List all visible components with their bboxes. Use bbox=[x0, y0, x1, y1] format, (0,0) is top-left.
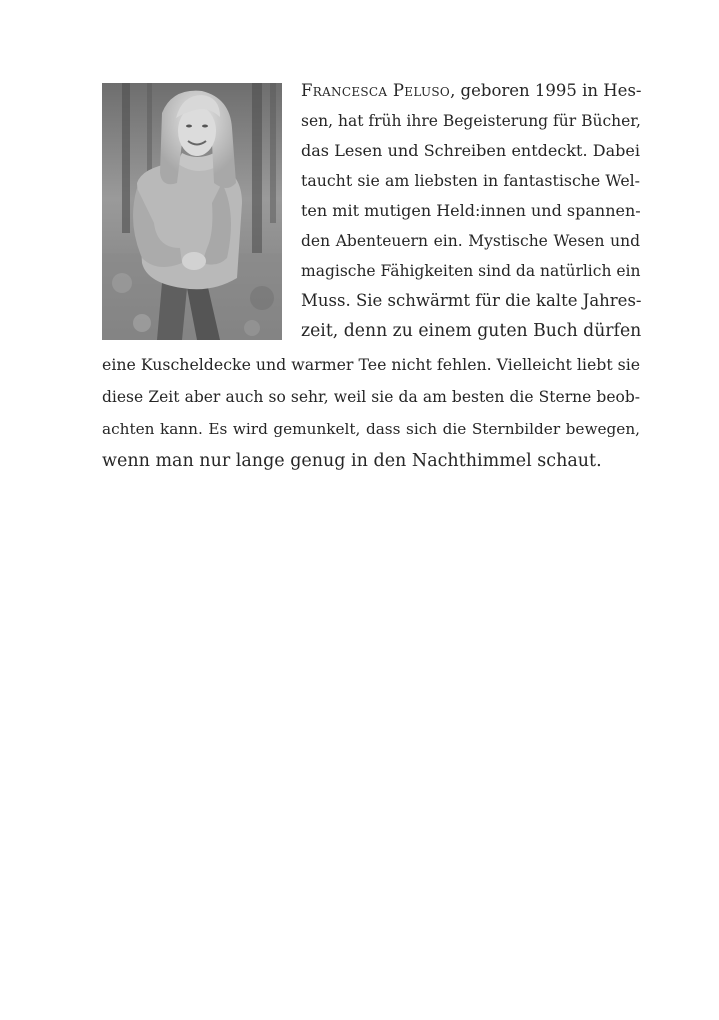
bio-line-10: eine Kuscheldecke und warmer Tee nicht fehlen. Vielleicht liebt sie bbox=[102, 355, 641, 374]
author-photo-image bbox=[102, 83, 282, 340]
author-photo bbox=[102, 83, 282, 340]
bio-line-9: zeit, denn zu einem guten Buch dürfen bbox=[301, 321, 642, 341]
bio-line-7: magische Fähigkeiten sind da natürlich ein bbox=[301, 262, 641, 280]
bio-line-6: den Abenteuern ein. Mystische Wesen und bbox=[301, 232, 640, 250]
bio-line-5: ten mit mutigen Held:innen und spannen- bbox=[301, 201, 641, 220]
bio-line-1 bbox=[301, 76, 640, 106]
author-name: Francesca Peluso bbox=[301, 81, 451, 100]
bio-line-1-text: , geboren 1995 in Hes- bbox=[450, 81, 642, 100]
bio-line-13: wenn man nur lange genug in den Nachthimmel schaut. bbox=[102, 451, 602, 471]
bio-line-8: Muss. Sie schwärmt für die kalte Jahres- bbox=[301, 291, 642, 310]
bio-line-4: taucht sie am liebsten in fantastische Wel- bbox=[301, 171, 640, 190]
bio-line-12: achten kann. Es wird gemunkelt, dass sich die Sternbilder bewegen, bbox=[102, 420, 640, 438]
bio-line-2: sen, hat früh ihre Begeisterung für Bücher, bbox=[301, 112, 641, 130]
bio-line-3: das Lesen und Schreiben entdeckt. Dabei bbox=[301, 141, 640, 160]
bio-line-11: diese Zeit aber auch so sehr, weil sie da am besten die Sterne beob- bbox=[102, 388, 640, 406]
